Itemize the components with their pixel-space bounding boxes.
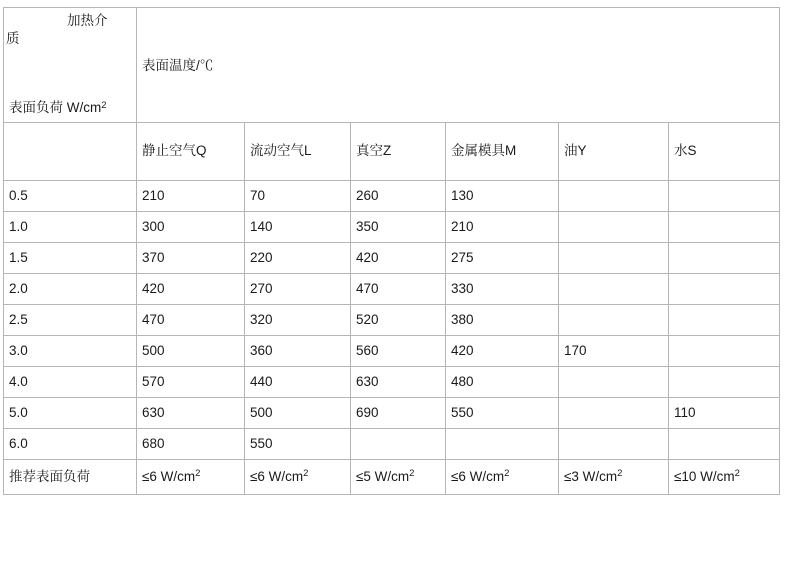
footer-value-0-text: ≤6 W/cm [142, 468, 196, 484]
cell-8-3 [446, 429, 559, 460]
temperature-header-cell [137, 8, 780, 123]
table-row [4, 398, 780, 429]
footer-value-5-text: ≤10 W/cm [674, 468, 735, 484]
table-row [4, 181, 780, 212]
cell-1-4 [559, 212, 669, 243]
table-footer-row [4, 460, 780, 495]
footer-value-0 [137, 460, 245, 495]
row-load-5: 3.0 [4, 336, 137, 367]
row-load-2: 1.5 [4, 243, 137, 274]
cell-2-4 [559, 243, 669, 274]
cell-3-1: 270 [245, 274, 351, 305]
cell-5-3: 420 [446, 336, 559, 367]
media-header-1: 流动空气L [245, 123, 351, 181]
cell-0-5 [669, 181, 780, 212]
cell-4-0: 470 [137, 305, 245, 336]
cell-4-5 [669, 305, 780, 336]
cell-8-1: 550 [245, 429, 351, 460]
cell-6-4 [559, 367, 669, 398]
footer-value-4-sup: 2 [617, 468, 623, 480]
cell-7-2: 690 [351, 398, 446, 429]
cell-0-4 [559, 181, 669, 212]
table-row [4, 274, 780, 305]
cell-4-3: 380 [446, 305, 559, 336]
document-sheet [0, 7, 790, 573]
cell-0-0: 210 [137, 181, 245, 212]
temperature-header-label: 表面温度/℃ [142, 57, 214, 73]
cell-6-5 [669, 367, 780, 398]
cell-7-1: 500 [245, 398, 351, 429]
footer-value-2 [351, 460, 446, 495]
table-row [4, 305, 780, 336]
cell-4-1: 320 [245, 305, 351, 336]
cell-7-3: 550 [446, 398, 559, 429]
cell-8-4 [559, 429, 669, 460]
cell-3-5 [669, 274, 780, 305]
table-header-row-media [4, 123, 780, 181]
table-row [4, 336, 780, 367]
cell-8-0: 680 [137, 429, 245, 460]
table-row [4, 243, 780, 274]
cell-5-1: 360 [245, 336, 351, 367]
cell-2-5 [669, 243, 780, 274]
table-row [4, 429, 780, 460]
corner-bottom-label [9, 100, 107, 117]
cell-4-2: 520 [351, 305, 446, 336]
row-load-7: 5.0 [4, 398, 137, 429]
cell-0-3: 130 [446, 181, 559, 212]
corner-label-line1: 加热介 [67, 13, 108, 28]
cell-1-3: 210 [446, 212, 559, 243]
table-row [4, 367, 780, 398]
footer-value-1-text: ≤6 W/cm [250, 468, 304, 484]
cell-8-2 [351, 429, 446, 460]
cell-1-5 [669, 212, 780, 243]
cell-5-5 [669, 336, 780, 367]
footer-value-2-text: ≤5 W/cm [356, 468, 410, 484]
cell-6-0: 570 [137, 367, 245, 398]
corner-header-cell [4, 8, 137, 123]
cell-3-2: 470 [351, 274, 446, 305]
cell-5-2: 560 [351, 336, 446, 367]
cell-2-0: 370 [137, 243, 245, 274]
cell-1-0: 300 [137, 212, 245, 243]
cell-1-2: 350 [351, 212, 446, 243]
media-header-3: 金属模具M [446, 123, 559, 181]
media-header-4: 油Y [559, 123, 669, 181]
media-header-2: 真空Z [351, 123, 446, 181]
footer-value-1-sup: 2 [303, 468, 309, 480]
cell-3-4 [559, 274, 669, 305]
corner-top-label [6, 12, 108, 47]
footer-value-5-sup: 2 [734, 468, 740, 480]
cell-5-4: 170 [559, 336, 669, 367]
footer-value-3-sup: 2 [504, 468, 510, 480]
corner-bottom-text: 表面负荷 W/cm [9, 100, 102, 116]
surface-load-temperature-table [3, 7, 780, 495]
footer-value-4 [559, 460, 669, 495]
cell-7-0: 630 [137, 398, 245, 429]
media-header-spacer [4, 123, 137, 181]
footer-value-5 [669, 460, 780, 495]
footer-value-3-text: ≤6 W/cm [451, 468, 505, 484]
footer-value-4-text: ≤3 W/cm [564, 468, 618, 484]
cell-6-1: 440 [245, 367, 351, 398]
footer-value-0-sup: 2 [195, 468, 201, 480]
cell-5-0: 500 [137, 336, 245, 367]
media-header-5: 水S [669, 123, 780, 181]
cell-3-0: 420 [137, 274, 245, 305]
table-row [4, 212, 780, 243]
row-load-8: 6.0 [4, 429, 137, 460]
corner-bottom-sup: 2 [101, 99, 107, 111]
cell-8-5 [669, 429, 780, 460]
cell-0-2: 260 [351, 181, 446, 212]
corner-label-line2: 质 [6, 30, 20, 46]
cell-6-3: 480 [446, 367, 559, 398]
row-load-4: 2.5 [4, 305, 137, 336]
row-load-1: 1.0 [4, 212, 137, 243]
row-load-0: 0.5 [4, 181, 137, 212]
cell-0-1: 70 [245, 181, 351, 212]
table-header-row-top [4, 8, 780, 123]
cell-7-5: 110 [669, 398, 780, 429]
cell-2-3: 275 [446, 243, 559, 274]
cell-6-2: 630 [351, 367, 446, 398]
footer-value-3 [446, 460, 559, 495]
cell-4-4 [559, 305, 669, 336]
row-load-6: 4.0 [4, 367, 137, 398]
media-header-0: 静止空气Q [137, 123, 245, 181]
cell-1-1: 140 [245, 212, 351, 243]
cell-3-3: 330 [446, 274, 559, 305]
footer-label: 推荐表面负荷 [4, 460, 137, 495]
footer-value-1 [245, 460, 351, 495]
row-load-3: 2.0 [4, 274, 137, 305]
footer-value-2-sup: 2 [409, 468, 415, 480]
cell-7-4 [559, 398, 669, 429]
cell-2-2: 420 [351, 243, 446, 274]
cell-2-1: 220 [245, 243, 351, 274]
